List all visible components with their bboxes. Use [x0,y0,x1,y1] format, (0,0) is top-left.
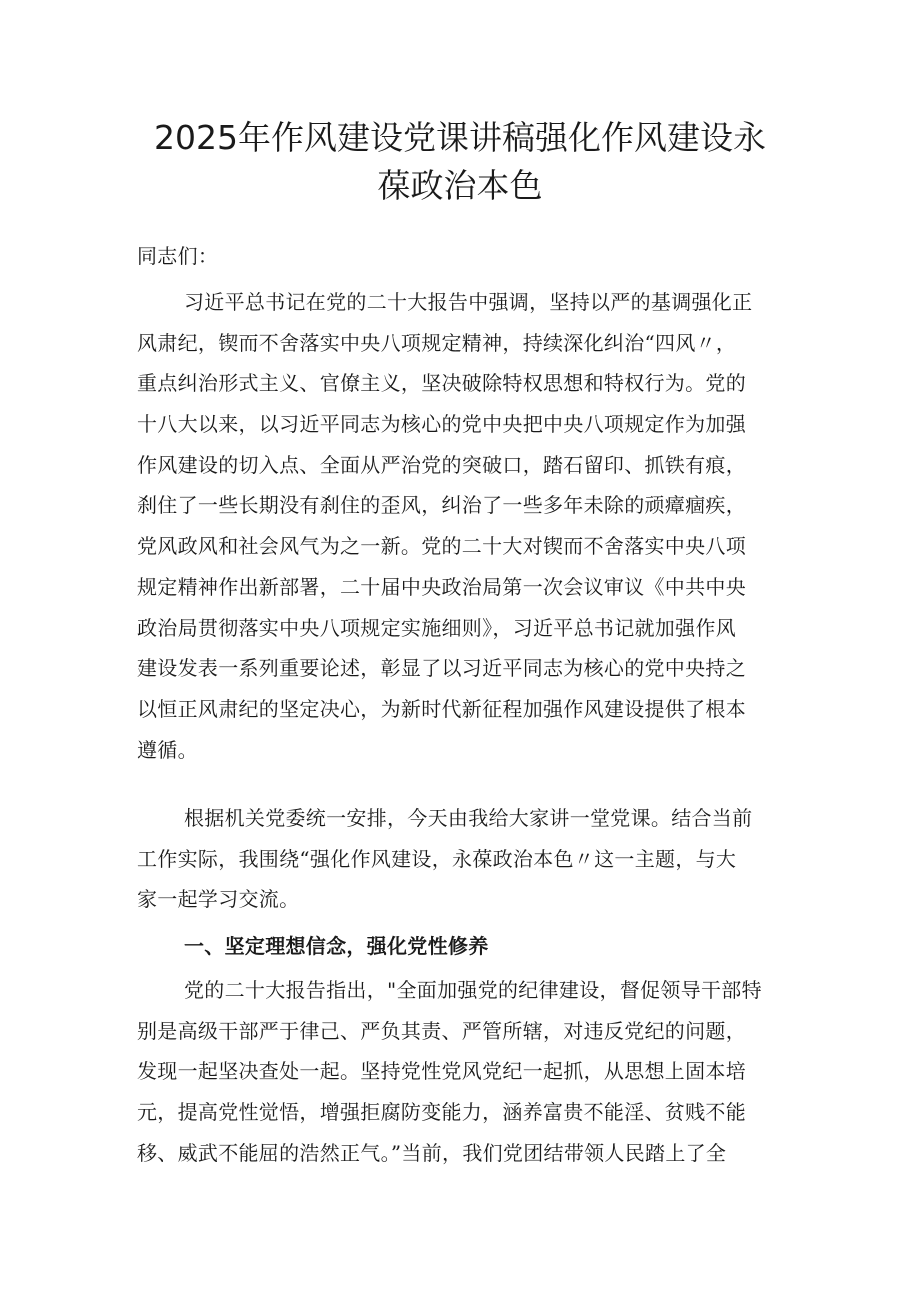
paragraph-line: 遵循。 [137,737,198,762]
paragraph-line: 以恒正风肃纪的坚定决心，为新时代新征程加强作风建设提供了根本 [137,696,746,721]
paragraph-line: 别是高级干部严于律己、严负其责、严管所辖，对违反党纪的问题， [137,1018,746,1043]
section-heading-1 [137,926,790,967]
title-line-2: 葆政治本色 [377,166,543,205]
paragraph-1 [137,282,790,770]
paragraph-line: 重点纠治形式主义、官僚主义，坚决破除特权思想和特权行为。党的 [137,371,746,396]
paragraph-3 [137,970,790,1173]
paragraph-line: 风肃纪，锲而不舍落实中央八项规定精神，持续深化纠治“四风〃， [137,330,737,355]
paragraph-line: 根据机关党委统一安排，今天由我给大家讲一堂党课。结合当前 [184,806,753,830]
paragraph-line: 元，提高党性觉悟，增强拒腐防变能力，涵养富贵不能淫、贫贱不能 [137,1100,746,1125]
paragraph-2 [137,798,790,920]
paragraph-line: 规定精神作出新部署，二十届中央政治局第一次会议审议《中共中央 [137,574,746,599]
title-line-1: 2025年作风建设党课讲稿强化作风建设永 [154,118,766,157]
section-heading-text: 一、坚定理想信念，强化党性修养 [184,934,489,958]
paragraph-line: 家一起学习交流。 [137,887,300,912]
salutation [137,236,790,277]
paragraph-line: 建设发表一系列重要论述，彰显了以习近平同志为核心的党中央持之 [137,656,746,681]
paragraph-line: 工作实际，我围绕“强化作风建设，永葆政治本色〃这一主题，与大 [137,846,737,871]
paragraph-line: 刹住了一些长期没有刹住的歪风，纠治了一些多年未除的顽瘴痼疾， [137,493,746,518]
paragraph-line: 党风政风和社会风气为之一新。党的二十大对锲而不舍落实中央八项 [137,534,746,559]
document-title [120,114,800,210]
paragraph-line: 十八大以来，以习近平同志为核心的党中央把中央八项规定作为加强 [137,412,746,437]
paragraph-line: 移、威武不能屈的浩然正气。”当前，我们党团结带领人民踏上了全 [137,1140,727,1165]
paragraph-line: 党的二十大报告指出，"全面加强党的纪律建设，督促领导干部特 [184,978,762,1002]
paragraph-line: 作风建设的切入点、全面从严治党的突破口，踏石留印、抓铁有痕， [137,452,746,477]
salutation-text: 同志们： [137,244,219,268]
paragraph-line: 政治局贯彻落实中央八项规定实施细则》，习近平总书记就加强作风 [137,615,736,640]
paragraph-line: 发现一起坚决查处一起。坚持党性党风党纪一起抓，从思想上固本培 [137,1059,746,1084]
paragraph-line: 习近平总书记在党的二十大报告中强调，坚持以严的基调强化正 [184,290,753,314]
